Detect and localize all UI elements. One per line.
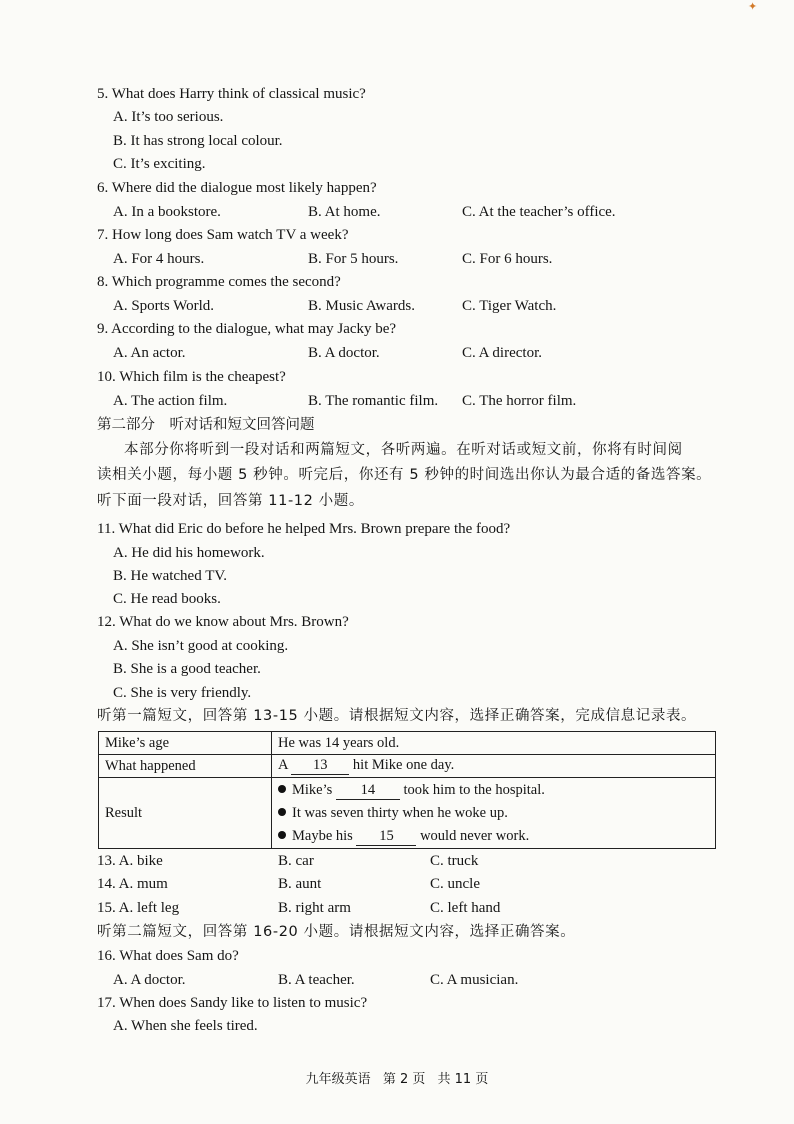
question-5-option-a: A. It’s too serious. [113, 109, 224, 125]
question-5-stem: 5. What does Harry think of classical music? [97, 86, 366, 102]
question-9-option-b: B. A doctor. [308, 345, 380, 361]
result-bullet-3: Maybe his 15 would never work. [278, 825, 709, 848]
question-11-stem: 11. What did Eric do before he helped Mrs. Brown prepare the food? [97, 521, 511, 537]
question-17-stem: 17. When does Sandy like to listen to music? [97, 995, 368, 1011]
option-14-a: 14. A. mum [97, 876, 168, 892]
row2-prefix: A [278, 757, 288, 773]
question-9-option-a: A. An actor. [113, 345, 186, 361]
footer-subject: 九年级英语 [305, 1072, 371, 1087]
question-6-stem: 6. Where did the dialogue most likely happen? [97, 180, 377, 196]
bullet-icon [278, 831, 286, 839]
table-row [99, 732, 716, 755]
question-8-option-c: C. Tiger Watch. [462, 298, 557, 314]
part2-title: 第二部分 听对话和短文回答问题 [97, 417, 315, 433]
question-16-option-a: A. A doctor. [113, 972, 186, 988]
question-11-option-a: A. He did his homework. [113, 545, 265, 561]
table-key-result: Result [99, 778, 272, 849]
question-6-option-c: C. At the teacher’s office. [462, 204, 616, 220]
footer-page-number: 第 2 页 [382, 1072, 426, 1087]
table-key-age: Mike’s age [99, 732, 272, 755]
blank-14: 14 [336, 782, 400, 800]
question-5-option-b: B. It has strong local colour. [113, 133, 283, 149]
table-val-what-happened [272, 755, 716, 778]
question-10-option-a: A. The action film. [113, 393, 228, 409]
bullet-icon [278, 785, 286, 793]
option-14-c: C. uncle [430, 876, 480, 892]
table-val-age: He was 14 years old. [272, 732, 716, 755]
part2-intro-line3: 听下面一段对话，回答第 11-12 小题。 [97, 493, 364, 509]
option-15-a: 15. A. left leg [97, 900, 180, 916]
question-16-option-b: B. A teacher. [278, 972, 355, 988]
option-13-b: B. car [278, 853, 314, 869]
option-13-c: C. truck [430, 853, 479, 869]
option-14-b: B. aunt [278, 876, 322, 892]
question-8-option-b: B. Music Awards. [308, 298, 415, 314]
passage1-intro: 听第一篇短文，回答第 13-15 小题。请根据短文内容，选择正确答案，完成信息记录表。 [97, 708, 697, 724]
question-16-stem: 16. What does Sam do? [97, 948, 239, 964]
table-row [99, 778, 716, 849]
option-15-b: B. right arm [278, 900, 351, 916]
info-record-table [98, 731, 716, 849]
table-val-result [272, 778, 716, 849]
result-bullet-2: It was seven thirty when he woke up. [278, 802, 709, 825]
question-16-option-c: C. A musician. [430, 972, 519, 988]
question-9-stem: 9. According to the dialogue, what may Jacky be? [97, 321, 397, 337]
question-12-option-c: C. She is very friendly. [113, 685, 252, 701]
paper-speck-icon: ✦ [748, 1, 758, 13]
result-bullet-1: Mike’s 14 took him to the hospital. [278, 779, 709, 802]
question-5-option-c: C. It’s exciting. [113, 156, 206, 172]
part2-intro-line1: 本部分你将听到一段对话和两篇短文，各听两遍。在听对话或短文前，你将有时间阅 [124, 442, 683, 458]
table-key-what-happened: What happened [99, 755, 272, 778]
question-7-option-b: B. For 5 hours. [308, 251, 399, 267]
question-8-option-a: A. Sports World. [113, 298, 215, 314]
question-12-stem: 12. What do we know about Mrs. Brown? [97, 614, 349, 630]
footer-total-pages: 共 11 页 [437, 1072, 489, 1087]
question-6-option-a: A. In a bookstore. [113, 204, 221, 220]
question-11-option-c: C. He read books. [113, 591, 221, 607]
question-12-option-b: B. She is a good teacher. [113, 661, 261, 677]
question-10-option-c: C. The horror film. [462, 393, 577, 409]
question-12-option-a: A. She isn’t good at cooking. [113, 638, 289, 654]
table-row [99, 755, 716, 778]
question-6-option-b: B. At home. [308, 204, 381, 220]
question-7-stem: 7. How long does Sam watch TV a week? [97, 227, 349, 243]
row2-suffix: hit Mike one day. [352, 757, 455, 773]
passage2-intro: 听第二篇短文，回答第 16-20 小题。请根据短文内容，选择正确答案。 [97, 924, 576, 940]
part2-intro-line2: 读相关小题，每小题 5 秒钟。听完后，你还有 5 秒钟的时间选出你认为最合适的备选答案。 [97, 467, 712, 483]
question-8-stem: 8. Which programme comes the second? [97, 274, 341, 290]
question-7-option-a: A. For 4 hours. [113, 251, 205, 267]
blank-13: 13 [291, 757, 349, 775]
question-17-option-a: A. When she feels tired. [113, 1018, 258, 1034]
question-11-option-b: B. He watched TV. [113, 568, 228, 584]
option-15-c: C. left hand [430, 900, 501, 916]
page-footer [0, 1068, 794, 1087]
bullet-icon [278, 808, 286, 816]
blank-15: 15 [356, 828, 416, 846]
question-9-option-c: C. A director. [462, 345, 542, 361]
question-10-stem: 10. Which film is the cheapest? [97, 369, 286, 385]
option-13-a: 13. A. bike [97, 853, 163, 869]
question-7-option-c: C. For 6 hours. [462, 251, 553, 267]
question-10-option-b: B. The romantic film. [308, 393, 439, 409]
